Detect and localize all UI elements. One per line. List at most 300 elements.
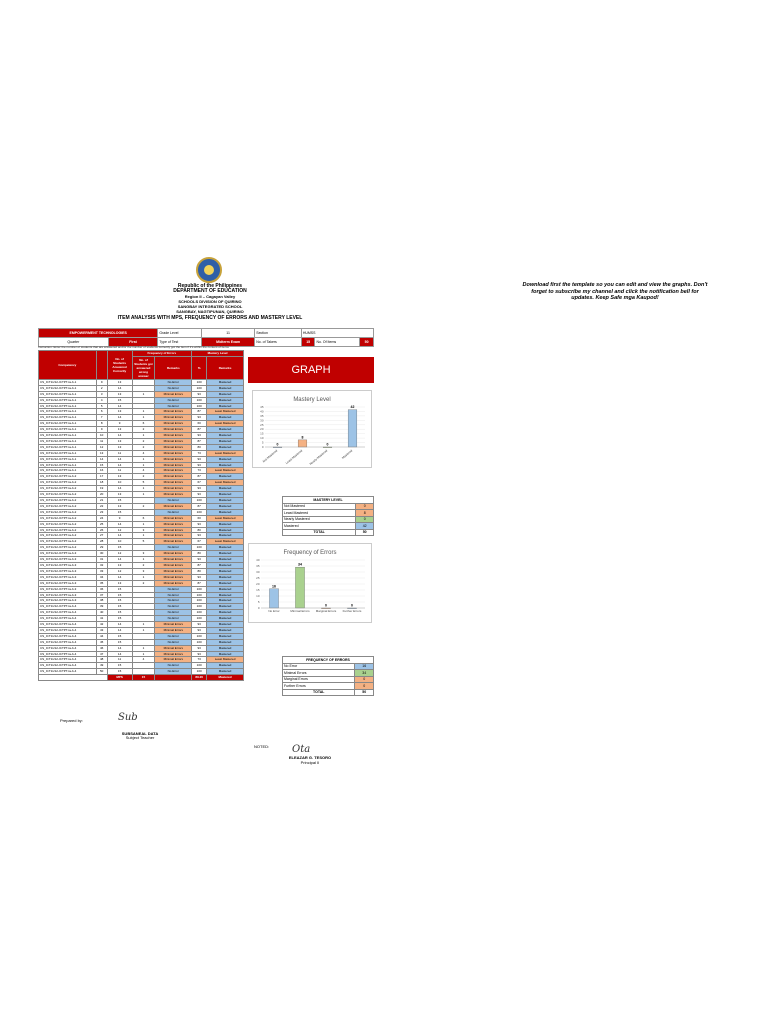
answered-cell[interactable]: 14 [107,462,132,468]
error-remark-cell[interactable]: No Error [155,397,192,403]
errors-cell[interactable]: 3 [132,568,155,574]
answered-cell[interactable]: 13 [107,474,132,480]
mastery-remark-cell[interactable]: Mastered [207,438,244,444]
error-remark-cell[interactable]: No Error [155,633,192,639]
errors-cell[interactable]: 1 [132,456,155,462]
answered-cell[interactable]: 13 [107,427,132,433]
mastery-remark-cell[interactable]: Least Mastered [207,468,244,474]
item-no-cell[interactable]: 14 [96,456,107,462]
pct-cell[interactable]: 93 [192,391,207,397]
competency-cell[interactable]: CS_ICT11/12-ICTPT-Ia-b-1 [39,468,97,474]
errors-cell[interactable]: 1 [132,622,155,628]
item-no-cell[interactable]: 25 [96,521,107,527]
pct-cell[interactable]: 87 [192,409,207,415]
answered-cell[interactable]: 13 [107,580,132,586]
answered-cell[interactable]: 15 [107,669,132,675]
item-no-cell[interactable]: 3 [96,391,107,397]
competency-cell[interactable]: CS_ICT11/12-ICTPT-Ia-b-4 [39,633,97,639]
mastery-remark-cell[interactable]: Mastered [207,651,244,657]
competency-cell[interactable]: CS_ICT11/12-ICTPT-Ia-b-3 [39,580,97,586]
errors-cell[interactable]: 1 [132,645,155,651]
error-remark-cell[interactable]: No Error [155,669,192,675]
competency-cell[interactable]: CS_ICT11/12-ICTPT-Ia-b-2 [39,498,97,504]
pct-cell[interactable]: 100 [192,509,207,515]
item-no-cell[interactable]: 33 [96,568,107,574]
competency-cell[interactable]: CS_ICT11/12-ICTPT-Ia-b-4 [39,669,97,675]
pct-cell[interactable]: 100 [192,397,207,403]
mastery-remark-cell[interactable]: Mastered [207,604,244,610]
errors-cell[interactable]: 2 [132,444,155,450]
competency-cell[interactable]: CS_ICT11/12-ICTPT-Ia-b-4 [39,616,97,622]
pct-cell[interactable]: 87 [192,474,207,480]
pct-cell[interactable]: 80 [192,444,207,450]
mastery-remark-cell[interactable]: Mastered [207,568,244,574]
item-no-cell[interactable]: 45 [96,639,107,645]
error-remark-cell[interactable]: Minimal Errors [155,627,192,633]
pct-cell[interactable]: 100 [192,403,207,409]
item-no-cell[interactable]: 50 [96,669,107,675]
errors-cell[interactable]: 3 [132,527,155,533]
item-no-cell[interactable]: 41 [96,616,107,622]
answered-cell[interactable]: 14 [107,521,132,527]
mastery-remark-cell[interactable]: Mastered [207,444,244,450]
competency-cell[interactable]: CS_ICT11/12-ICTPT-Ia-b-4 [39,627,97,633]
mastery-remark-cell[interactable]: Mastered [207,474,244,480]
mastery-remark-cell[interactable]: Mastered [207,379,244,385]
pct-cell[interactable]: 93 [192,521,207,527]
error-remark-cell[interactable]: Minimal Errors [155,409,192,415]
mastery-remark-cell[interactable]: Mastered [207,633,244,639]
mastery-remark-cell[interactable]: Mastered [207,415,244,421]
pct-cell[interactable]: 93 [192,622,207,628]
answered-cell[interactable]: 15 [107,592,132,598]
error-remark-cell[interactable]: Minimal Errors [155,622,192,628]
error-remark-cell[interactable]: Minimal Errors [155,456,192,462]
item-no-cell[interactable]: 9 [96,427,107,433]
answered-cell[interactable]: 11 [107,450,132,456]
answered-cell[interactable]: 15 [107,509,132,515]
pct-cell[interactable]: 93 [192,557,207,563]
item-no-cell[interactable]: 20 [96,492,107,498]
error-remark-cell[interactable]: Minimal Errors [155,474,192,480]
pct-cell[interactable]: 93 [192,645,207,651]
error-remark-cell[interactable]: Minimal Errors [155,562,192,568]
item-no-cell[interactable]: 18 [96,480,107,486]
competency-cell[interactable]: CS_ICT11/12-ICTPT-Ia-b-2 [39,545,97,551]
error-remark-cell[interactable]: Minimal Errors [155,580,192,586]
answered-cell[interactable]: 11 [107,468,132,474]
answered-cell[interactable]: 14 [107,415,132,421]
error-remark-cell[interactable]: Minimal Errors [155,574,192,580]
competency-cell[interactable]: CS_ICT11/12-ICTPT-Ia-b-2 [39,474,97,480]
error-remark-cell[interactable]: No Error [155,498,192,504]
mastery-remark-cell[interactable]: Mastered [207,610,244,616]
pct-cell[interactable]: 80 [192,551,207,557]
errors-cell[interactable]: 5 [132,480,155,486]
item-no-cell[interactable]: 21 [96,498,107,504]
item-no-cell[interactable]: 38 [96,598,107,604]
answered-cell[interactable]: 15 [107,545,132,551]
mastery-remark-cell[interactable]: Mastered [207,551,244,557]
item-no-cell[interactable]: 39 [96,604,107,610]
mastery-remark-cell[interactable]: Mastered [207,645,244,651]
item-no-cell[interactable]: 8 [96,421,107,427]
item-no-cell[interactable]: 31 [96,557,107,563]
error-remark-cell[interactable]: Minimal Errors [155,421,192,427]
item-no-cell[interactable]: 37 [96,592,107,598]
quarter-cell[interactable]: First [108,338,158,347]
answered-cell[interactable]: 14 [107,645,132,651]
pct-cell[interactable]: 100 [192,379,207,385]
errors-cell[interactable]: 3 [132,551,155,557]
errors-cell[interactable]: 1 [132,415,155,421]
pct-cell[interactable]: 100 [192,598,207,604]
answered-cell[interactable]: 10 [107,539,132,545]
errors-cell[interactable]: 6 [132,515,155,521]
competency-cell[interactable]: CS_ICT11/12-ICTPT-Ia-b-4 [39,610,97,616]
mastery-remark-cell[interactable]: Mastered [207,433,244,439]
errors-cell[interactable]: 2 [132,438,155,444]
pct-cell[interactable]: 73 [192,468,207,474]
item-no-cell[interactable]: 5 [96,403,107,409]
competency-cell[interactable]: CS_ICT11/12-ICTPT-Ia-b-2 [39,503,97,509]
errors-cell[interactable]: 2 [132,580,155,586]
mastery-remark-cell[interactable]: Mastered [207,545,244,551]
errors-cell[interactable]: 6 [132,421,155,427]
pct-cell[interactable]: 100 [192,592,207,598]
competency-cell[interactable]: CS_ICT11/12-ICTPT-Ia-b-2 [39,527,97,533]
pct-cell[interactable]: 60 [192,421,207,427]
competency-cell[interactable]: CS_ICT11/12-ICTPT-Ia-b-3 [39,574,97,580]
error-remark-cell[interactable]: No Error [155,592,192,598]
mastery-remark-cell[interactable]: Mastered [207,462,244,468]
competency-cell[interactable]: CS_ICT11/12-ICTPT-Ia-b-1 [39,462,97,468]
mastery-remark-cell[interactable]: Least Mastered [207,450,244,456]
errors-cell[interactable]: 2 [132,474,155,480]
competency-cell[interactable]: CS_ICT11/12-ICTPT-Ia-b-1 [39,438,97,444]
errors-cell[interactable]: 1 [132,486,155,492]
answered-cell[interactable]: 14 [107,557,132,563]
answered-cell[interactable]: 9 [107,515,132,521]
errors-cell[interactable]: 2 [132,427,155,433]
item-no-cell[interactable]: 13 [96,450,107,456]
answered-cell[interactable]: 12 [107,568,132,574]
error-remark-cell[interactable]: No Error [155,663,192,669]
competency-cell[interactable]: CS_ICT11/12-ICTPT-Ia-b-2 [39,486,97,492]
item-no-cell[interactable]: 12 [96,444,107,450]
mastery-remark-cell[interactable]: Mastered [207,509,244,515]
answered-cell[interactable]: 13 [107,409,132,415]
item-no-cell[interactable]: 34 [96,574,107,580]
answered-cell[interactable]: 9 [107,421,132,427]
mastery-remark-cell[interactable]: Mastered [207,427,244,433]
answered-cell[interactable]: 11 [107,657,132,663]
mastery-remark-cell[interactable]: Mastered [207,521,244,527]
errors-cell[interactable]: 4 [132,657,155,663]
answered-cell[interactable]: 13 [107,492,132,498]
error-remark-cell[interactable]: Minimal Errors [155,645,192,651]
error-remark-cell[interactable]: Minimal Errors [155,568,192,574]
competency-cell[interactable]: CS_ICT11/12-ICTPT-Ia-b-1 [39,415,97,421]
pct-cell[interactable]: 73 [192,657,207,663]
answered-cell[interactable]: 14 [107,533,132,539]
pct-cell[interactable]: 67 [192,480,207,486]
error-remark-cell[interactable]: Minimal Errors [155,651,192,657]
subject-cell[interactable]: EMPOWERMENT TECHNOLOGIES [39,329,158,338]
error-remark-cell[interactable]: No Error [155,545,192,551]
pct-cell[interactable]: 93 [192,462,207,468]
answered-cell[interactable]: 15 [107,633,132,639]
item-no-cell[interactable]: 11 [96,438,107,444]
error-remark-cell[interactable]: No Error [155,385,192,391]
mastery-remark-cell[interactable]: Mastered [207,669,244,675]
item-no-cell[interactable]: 30 [96,551,107,557]
item-no-cell[interactable]: 10 [96,433,107,439]
pct-cell[interactable]: 93 [192,651,207,657]
error-remark-cell[interactable]: No Error [155,379,192,385]
competency-cell[interactable]: CS_ICT11/12-ICTPT-Ia-b-1 [39,427,97,433]
errors-cell[interactable]: 1 [132,574,155,580]
pct-cell[interactable]: 73 [192,450,207,456]
mastery-remark-cell[interactable]: Mastered [207,627,244,633]
errors-cell[interactable]: 2 [132,562,155,568]
errors-cell[interactable]: 4 [132,450,155,456]
pct-cell[interactable]: 100 [192,545,207,551]
item-no-cell[interactable]: 2 [96,385,107,391]
item-no-cell[interactable]: 7 [96,415,107,421]
mastery-remark-cell[interactable]: Mastered [207,639,244,645]
competency-cell[interactable]: CS_ICT11/12-ICTPT-Ia-b-3 [39,592,97,598]
answered-cell[interactable]: 13 [107,438,132,444]
pct-cell[interactable]: 93 [192,492,207,498]
answered-cell[interactable]: 15 [107,397,132,403]
item-no-cell[interactable]: 35 [96,580,107,586]
pct-cell[interactable]: 87 [192,562,207,568]
item-no-cell[interactable]: 22 [96,503,107,509]
error-remark-cell[interactable]: No Error [155,598,192,604]
competency-cell[interactable]: CS_ICT11/12-ICTPT-Ia-b-1 [39,433,97,439]
error-remark-cell[interactable]: No Error [155,616,192,622]
competency-cell[interactable]: CS_ICT11/12-ICTPT-Ia-b-1 [39,450,97,456]
competency-cell[interactable]: CS_ICT11/12-ICTPT-Ia-b-2 [39,539,97,545]
item-no-cell[interactable]: 23 [96,509,107,515]
error-remark-cell[interactable]: Minimal Errors [155,492,192,498]
pct-cell[interactable]: 100 [192,663,207,669]
competency-cell[interactable]: CS_ICT11/12-ICTPT-Ia-b-1 [39,403,97,409]
item-no-cell[interactable]: 48 [96,657,107,663]
errors-cell[interactable]: 1 [132,533,155,539]
answered-cell[interactable]: 14 [107,433,132,439]
pct-cell[interactable]: 60 [192,515,207,521]
mastery-remark-cell[interactable]: Mastered [207,586,244,592]
errors-cell[interactable]: 2 [132,503,155,509]
answered-cell[interactable]: 15 [107,598,132,604]
mastery-remark-cell[interactable]: Least Mastered [207,515,244,521]
answered-cell[interactable]: 15 [107,616,132,622]
item-no-cell[interactable]: 42 [96,622,107,628]
item-no-cell[interactable]: 32 [96,562,107,568]
error-remark-cell[interactable]: Minimal Errors [155,480,192,486]
answered-cell[interactable]: 14 [107,456,132,462]
mastery-remark-cell[interactable]: Mastered [207,397,244,403]
mastery-remark-cell[interactable]: Least Mastered [207,409,244,415]
pct-cell[interactable]: 93 [192,433,207,439]
answered-cell[interactable]: 12 [107,551,132,557]
item-no-cell[interactable]: 27 [96,533,107,539]
mastery-remark-cell[interactable]: Least Mastered [207,421,244,427]
mastery-remark-cell[interactable]: Mastered [207,574,244,580]
competency-cell[interactable]: CS_ICT11/12-ICTPT-Ia-b-3 [39,551,97,557]
answered-cell[interactable]: 14 [107,627,132,633]
competency-cell[interactable]: CS_ICT11/12-ICTPT-Ia-b-3 [39,562,97,568]
error-remark-cell[interactable]: Minimal Errors [155,527,192,533]
competency-cell[interactable]: CS_ICT11/12-ICTPT-Ia-b-1 [39,421,97,427]
answered-cell[interactable]: 15 [107,604,132,610]
competency-cell[interactable]: CS_ICT11/12-ICTPT-Ia-b-4 [39,604,97,610]
item-no-cell[interactable]: 4 [96,397,107,403]
pct-cell[interactable]: 93 [192,456,207,462]
pct-cell[interactable]: 100 [192,633,207,639]
pct-cell[interactable]: 87 [192,438,207,444]
pct-cell[interactable]: 80 [192,568,207,574]
mastery-remark-cell[interactable]: Mastered [207,533,244,539]
takers-cell[interactable]: 15 [301,338,315,347]
answered-cell[interactable]: 15 [107,610,132,616]
error-remark-cell[interactable]: Minimal Errors [155,415,192,421]
item-no-cell[interactable]: 29 [96,545,107,551]
error-remark-cell[interactable]: Minimal Errors [155,427,192,433]
errors-cell[interactable]: 1 [132,462,155,468]
competency-cell[interactable]: CS_ICT11/12-ICTPT-Ia-b-3 [39,586,97,592]
item-no-cell[interactable]: 40 [96,610,107,616]
mastery-remark-cell[interactable]: Mastered [207,503,244,509]
item-no-cell[interactable]: 6 [96,409,107,415]
competency-cell[interactable]: CS_ICT11/12-ICTPT-Ia-b-4 [39,645,97,651]
errors-cell[interactable]: 1 [132,409,155,415]
mastery-remark-cell[interactable]: Mastered [207,527,244,533]
competency-cell[interactable]: CS_ICT11/12-ICTPT-Ia-b-3 [39,557,97,563]
error-remark-cell[interactable]: Minimal Errors [155,468,192,474]
error-remark-cell[interactable]: Minimal Errors [155,539,192,545]
item-no-cell[interactable]: 46 [96,645,107,651]
mastery-remark-cell[interactable]: Mastered [207,557,244,563]
competency-cell[interactable]: CS_ICT11/12-ICTPT-Ia-b-4 [39,657,97,663]
pct-cell[interactable]: 100 [192,639,207,645]
pct-cell[interactable]: 93 [192,486,207,492]
competency-cell[interactable]: CS_ICT11/12-ICTPT-Ia-b-1 [39,397,97,403]
pct-cell[interactable]: 100 [192,610,207,616]
mastery-remark-cell[interactable]: Mastered [207,385,244,391]
error-remark-cell[interactable]: Minimal Errors [155,557,192,563]
error-remark-cell[interactable]: Minimal Errors [155,438,192,444]
item-no-cell[interactable]: 9 [96,379,107,385]
error-remark-cell[interactable]: Minimal Errors [155,533,192,539]
error-remark-cell[interactable]: Minimal Errors [155,462,192,468]
mastery-remark-cell[interactable]: Mastered [207,403,244,409]
errors-cell[interactable]: 5 [132,539,155,545]
errors-cell[interactable]: 1 [132,557,155,563]
section-cell[interactable]: HUMSS [301,329,373,338]
competency-cell[interactable]: CS_ICT11/12-ICTPT-Ia-b-2 [39,480,97,486]
mastery-remark-cell[interactable]: Mastered [207,598,244,604]
answered-cell[interactable]: 13 [107,391,132,397]
competency-cell[interactable]: CS_ICT11/12-ICTPT-Ia-b-3 [39,598,97,604]
pct-cell[interactable]: 100 [192,586,207,592]
mastery-remark-cell[interactable]: Mastered [207,391,244,397]
error-remark-cell[interactable]: Minimal Errors [155,391,192,397]
mastery-remark-cell[interactable]: Least Mastered [207,657,244,663]
competency-cell[interactable]: CS_ICT11/12-ICTPT-Ia-b-2 [39,515,97,521]
error-remark-cell[interactable]: No Error [155,403,192,409]
errors-cell[interactable]: 1 [132,651,155,657]
competency-cell[interactable]: CS_ICT11/12-ICTPT-Ia-b-2 [39,492,97,498]
item-no-cell[interactable]: 17 [96,474,107,480]
error-remark-cell[interactable]: Minimal Errors [155,450,192,456]
competency-cell[interactable]: CS_ICT11/12-ICTPT-Ia-b-2 [39,533,97,539]
item-no-cell[interactable]: 28 [96,539,107,545]
pct-cell[interactable]: 87 [192,503,207,509]
competency-cell[interactable]: CS_ICT11/12-ICTPT-Ia-b-4 [39,639,97,645]
competency-cell[interactable]: CS_ICT11/12-ICTPT-Ia-b-4 [39,622,97,628]
pct-cell[interactable]: 87 [192,427,207,433]
answered-cell[interactable]: 12 [107,527,132,533]
pct-cell[interactable]: 100 [192,616,207,622]
answered-cell[interactable]: 13 [107,562,132,568]
competency-cell[interactable]: CS_ICT11/12-ICTPT-Ia-b-1 [39,379,97,385]
answered-cell[interactable]: 15 [107,663,132,669]
mastery-remark-cell[interactable]: Mastered [207,562,244,568]
competency-cell[interactable]: CS_ICT11/12-ICTPT-Ia-b-2 [39,521,97,527]
competency-cell[interactable]: CS_ICT11/12-ICTPT-Ia-b-3 [39,568,97,574]
mastery-remark-cell[interactable]: Mastered [207,622,244,628]
item-no-cell[interactable]: 24 [96,515,107,521]
mastery-remark-cell[interactable]: Mastered [207,580,244,586]
error-remark-cell[interactable]: No Error [155,509,192,515]
pct-cell[interactable]: 93 [192,533,207,539]
pct-cell[interactable]: 93 [192,627,207,633]
competency-cell[interactable]: CS_ICT11/12-ICTPT-Ia-b-1 [39,409,97,415]
mastery-remark-cell[interactable]: Mastered [207,498,244,504]
pct-cell[interactable]: 93 [192,574,207,580]
item-no-cell[interactable]: 26 [96,527,107,533]
mastery-remark-cell[interactable]: Mastered [207,663,244,669]
error-remark-cell[interactable]: Minimal Errors [155,551,192,557]
error-remark-cell[interactable]: Minimal Errors [155,444,192,450]
competency-cell[interactable]: CS_ICT11/12-ICTPT-Ia-b-1 [39,456,97,462]
pct-cell[interactable]: 100 [192,498,207,504]
item-no-cell[interactable]: 36 [96,586,107,592]
errors-cell[interactable]: 1 [132,391,155,397]
error-remark-cell[interactable]: Minimal Errors [155,503,192,509]
pct-cell[interactable]: 100 [192,385,207,391]
pct-cell[interactable]: 67 [192,539,207,545]
error-remark-cell[interactable]: Minimal Errors [155,515,192,521]
item-no-cell[interactable]: 19 [96,486,107,492]
answered-cell[interactable]: 14 [107,403,132,409]
answered-cell[interactable]: 14 [107,385,132,391]
error-remark-cell[interactable]: No Error [155,639,192,645]
mastery-remark-cell[interactable]: Least Mastered [207,480,244,486]
error-remark-cell[interactable]: Minimal Errors [155,521,192,527]
mastery-remark-cell[interactable]: Mastered [207,616,244,622]
error-remark-cell[interactable]: No Error [155,604,192,610]
pct-cell[interactable]: 100 [192,669,207,675]
errors-cell[interactable]: 1 [132,433,155,439]
pct-cell[interactable]: 93 [192,415,207,421]
competency-cell[interactable]: CS_ICT11/12-ICTPT-Ia-b-2 [39,509,97,515]
error-remark-cell[interactable]: No Error [155,586,192,592]
pct-cell[interactable]: 100 [192,604,207,610]
